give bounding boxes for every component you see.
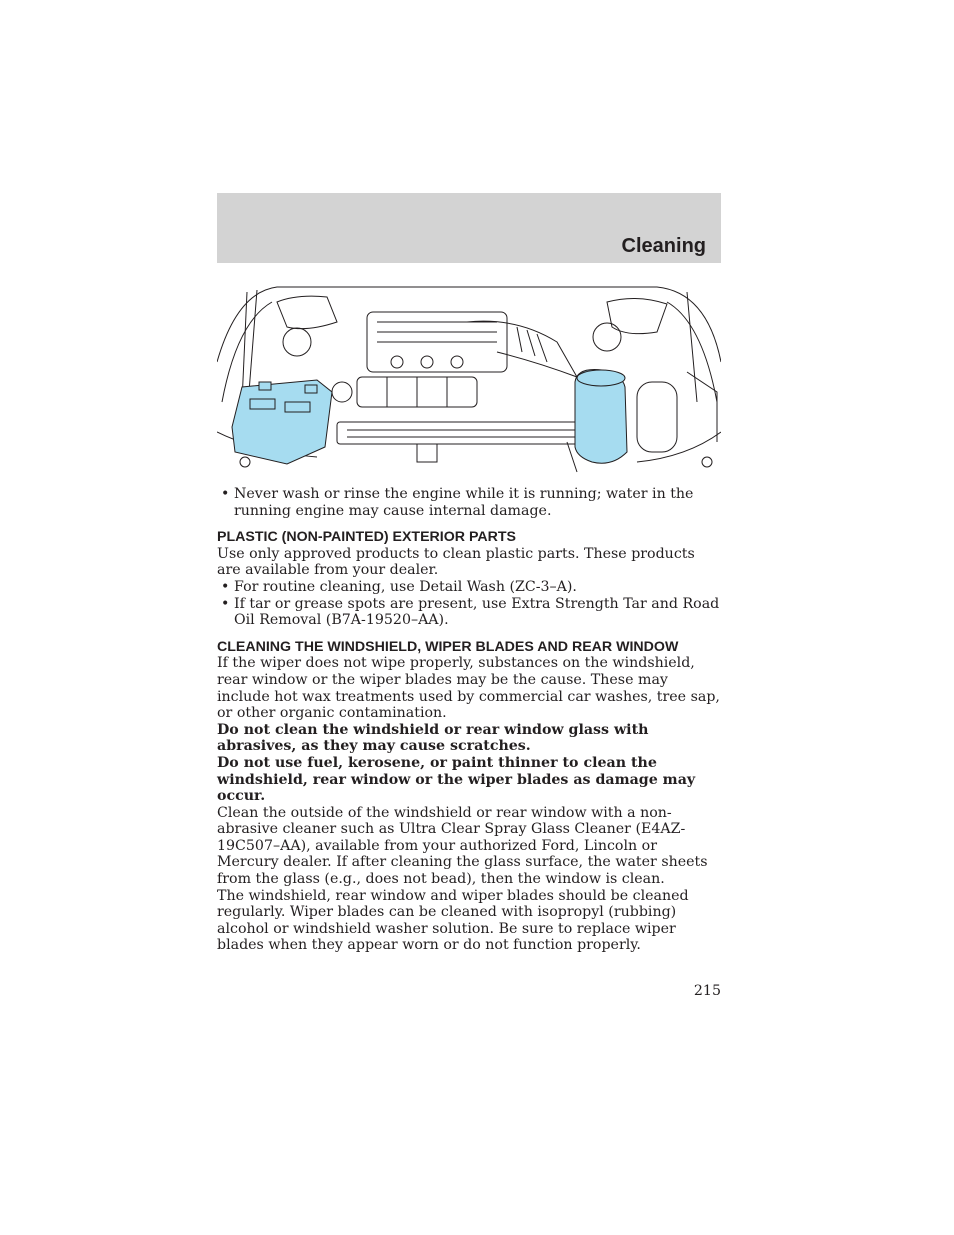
page-content [217,486,721,954]
list-item: • Never wash or rinse the engine while it is running; water in the running engine may cause internal damage. [221,486,694,519]
warning-paragraph: Do not use fuel, kerosene, or paint thinner to clean the windshield, rear window or the wiper blades as damage may occur. [217,754,696,805]
engine-compartment-illustration [217,282,721,476]
bullet-icon: • [221,595,230,612]
paragraph: If the wiper does not wipe properly, substances on the windshield, rear window or the wiper blades may be the cause. These may include hot wax treatments used by commercial car washes, tree sap, or other organic contamination. [217,655,720,722]
list-item: • For routine cleaning, use Detail Wash (ZC-3–A). [221,578,577,595]
list-item: • If tar or grease spots are present, use Extra Strength Tar and Road Oil Removal (B7A-19520–AA). [221,595,720,629]
page-title: Cleaning [621,235,706,257]
air-filter-highlight [575,370,627,464]
bullet-icon: • [221,578,230,595]
section-heading-plastic: PLASTIC (NON-PAINTED) EXTERIOR PARTS [217,529,516,546]
paragraph: Use only approved products to clean plastic parts. These products are available from your dealer. [217,545,695,579]
section-heading-windshield: CLEANING THE WINDSHIELD, WIPER BLADES AND REAR WINDOW [217,638,679,655]
page-number: 215 [693,983,721,999]
paragraph: Clean the outside of the windshield or rear window with a non-abrasive cleaner such as Ultra Clear Spray Glass Cleaner (E4AZ-19C507–AA), available from your authorized Ford, Lincoln or Mercury dealer. If after cleaning the glass surface, the water sheets from the glass (e.g., does not bead), then the window is clean. [217,804,708,888]
paragraph: The windshield, rear window and wiper blades should be cleaned regularly. Wiper blades can be cleaned with isopropyl (rubbing) alcohol or windshield washer solution. Be sure to replace wiper blades when they appear worn or do not function properly. [217,887,689,954]
warning-paragraph: Do not clean the windshield or rear window glass with abrasives, as they may cause scratches. [217,721,649,755]
battery-highlight [232,380,332,464]
bullet-icon: • [221,486,230,502]
header-band [217,193,721,263]
